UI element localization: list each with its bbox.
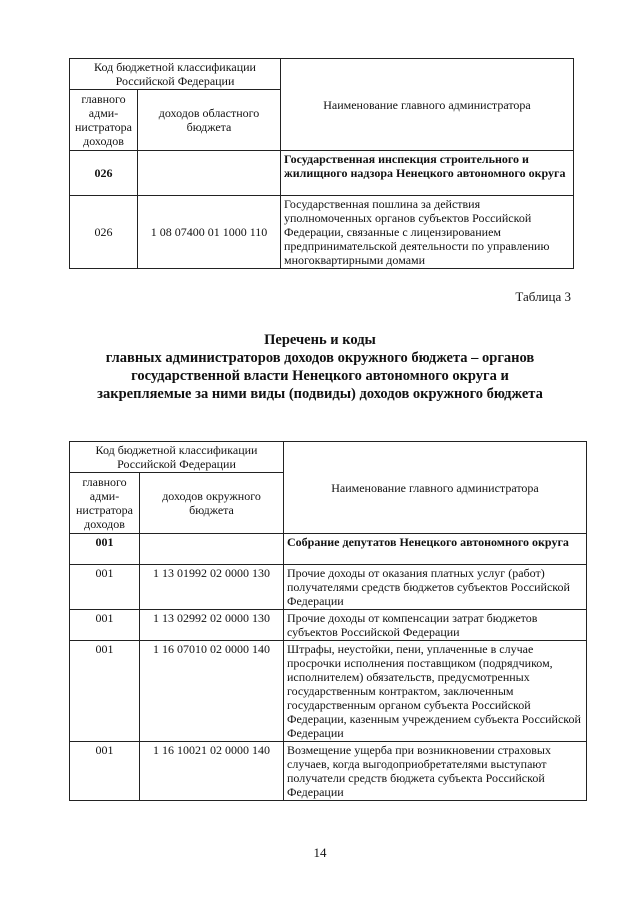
admin-code-cell: 026 — [70, 196, 138, 269]
table-row — [70, 151, 574, 196]
admin-name-cell: Штрафы, неустойки, пени, уплаченные в случае просрочки исполнения поставщиком (подрядчиком, исполнителем) обязательств, предусмотренных государственным контрактом, заключенным государственным органом субъекта Российской Федерации, казенным учреждением субъекта Российской Федерации — [284, 641, 587, 742]
admin-name-cell: Государственная инспекция строительного и жилищного надзора Ненецкого автономного округа — [281, 151, 574, 196]
heading-line: государственной власти Ненецкого автономного округа и — [131, 368, 509, 384]
table-row — [70, 742, 587, 801]
admin-name-cell: Государственная пошлина за действия уполномоченных органов субъектов Российской Федерации, связанные с лицензированием предпринимательской деятельности по управлению многоквартирными домами — [281, 196, 574, 269]
income-code-cell — [138, 151, 281, 196]
table-row — [70, 534, 587, 565]
table-row — [70, 641, 587, 742]
heading-line: закрепляемые за ними виды (подвиды) доходов окружного бюджета — [97, 386, 543, 402]
income-column-header: доходов областного бюджета — [138, 90, 281, 151]
budget-table-2 — [69, 441, 587, 801]
name-column-header: Наименование главного администратора — [281, 59, 574, 151]
admin-code-cell: 001 — [70, 565, 140, 610]
table-row — [70, 196, 574, 269]
income-column-header: доходов окружного бюджета — [140, 473, 284, 534]
admin-code-cell: 001 — [70, 742, 140, 801]
section-heading — [40, 331, 600, 403]
name-column-header: Наименование главного администратора — [284, 442, 587, 534]
admin-column-header: главного адми-нистратора доходов — [70, 90, 138, 151]
admin-name-cell: Прочие доходы от оказания платных услуг (работ) получателями средств бюджетов субъектов Российской Федерации — [284, 565, 587, 610]
kbk-header: Код бюджетной классификации Российской Федерации — [70, 442, 284, 473]
income-code-cell: 1 13 02992 02 0000 130 — [140, 610, 284, 641]
admin-name-cell: Прочие доходы от компенсации затрат бюджетов субъектов Российской Федерации — [284, 610, 587, 641]
heading-line: Перечень и коды — [264, 332, 376, 348]
table-header-row — [70, 59, 574, 90]
admin-code-cell: 001 — [70, 610, 140, 641]
admin-name-cell: Возмещение ущерба при возникновении страховых случаев, когда выгодоприобретателями выступают получатели средств бюджета субъекта Российской Федерации — [284, 742, 587, 801]
heading-line: главных администраторов доходов окружного бюджета – органов — [105, 350, 535, 366]
income-code-cell: 1 13 01992 02 0000 130 — [140, 565, 284, 610]
table-header-row — [70, 442, 587, 473]
admin-code-cell: 001 — [70, 641, 140, 742]
table-label: Таблица 3 — [515, 289, 571, 304]
admin-code-cell: 001 — [70, 534, 140, 565]
page-number: 14 — [313, 845, 327, 860]
income-code-cell: 1 08 07400 01 1000 110 — [138, 196, 281, 269]
kbk-header: Код бюджетной классификации Российской Федерации — [70, 59, 281, 90]
admin-name-cell: Собрание депутатов Ненецкого автономного округа — [284, 534, 587, 565]
income-code-cell: 1 16 07010 02 0000 140 — [140, 641, 284, 742]
income-code-cell — [140, 534, 284, 565]
income-code-cell: 1 16 10021 02 0000 140 — [140, 742, 284, 801]
admin-column-header: главного адми-нистратора доходов — [70, 473, 140, 534]
table-row — [70, 565, 587, 610]
admin-code-cell: 026 — [70, 151, 138, 196]
budget-table-1 — [69, 58, 574, 269]
table-row — [70, 610, 587, 641]
